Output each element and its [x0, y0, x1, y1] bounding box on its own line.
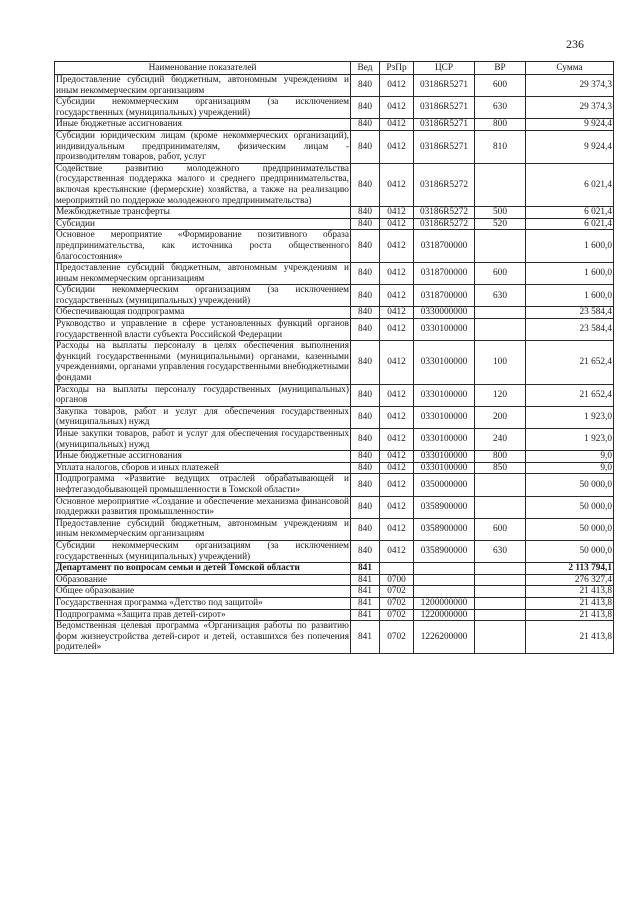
- cell-vr: [475, 597, 526, 609]
- cell-csr: 0330100000: [414, 429, 475, 451]
- cell-sum: 21 413,8: [526, 597, 614, 609]
- cell-csr: 0358900000: [414, 518, 475, 540]
- cell-name: Департамент по вопросам семьи и детей Томской области: [55, 563, 351, 575]
- cell-rzpr: 0412: [380, 230, 414, 263]
- cell-rzpr: 0412: [380, 462, 414, 474]
- cell-rzpr: 0700: [380, 574, 414, 586]
- cell-ved: 840: [351, 451, 380, 463]
- cell-vr: 100: [475, 341, 526, 384]
- cell-vr: [475, 163, 526, 206]
- header-ved: Вед: [351, 62, 380, 75]
- cell-name: Предоставление субсидий бюджетным, автономным учреждениям и иным некоммерческим организациям: [56, 518, 349, 540]
- table-row: [55, 230, 614, 263]
- cell-vr: [475, 621, 526, 654]
- cell-ved: 840: [351, 119, 380, 131]
- cell-sum: 1 600,0: [526, 230, 614, 263]
- cell-name: Расходы на выплаты персоналу в целях обеспечения выполнения функций государственными (муниципальными) органами, казенными учреждениями, органами управления государственными внебюджетными фондами: [56, 341, 349, 384]
- cell-rzpr: 0702: [380, 586, 414, 598]
- cell-ved: 840: [351, 496, 380, 518]
- cell-rzpr: 0412: [380, 451, 414, 463]
- cell-sum: 9 924,4: [526, 119, 614, 131]
- cell-rzpr: 0702: [380, 597, 414, 609]
- cell-ved: 840: [351, 307, 380, 319]
- cell-name: Образование: [55, 574, 351, 586]
- table-row: [55, 574, 614, 586]
- cell-vr: 240: [475, 429, 526, 451]
- cell-csr: 03186R5271: [414, 97, 475, 119]
- cell-ved: 840: [351, 341, 380, 384]
- cell-vr: 120: [475, 384, 526, 406]
- cell-sum: 50 000,0: [526, 474, 614, 496]
- cell-name: Подпрограмма «Защита прав детей-сирот»: [55, 609, 351, 621]
- cell-name: Субсидии: [55, 218, 351, 230]
- cell-name: Иные бюджетные ассигнования: [55, 451, 351, 463]
- cell-rzpr: 0412: [380, 163, 414, 206]
- cell-ved: 840: [351, 218, 380, 230]
- table-row: [55, 384, 614, 406]
- table-row: [55, 130, 614, 163]
- cell-name: Основное мероприятие «Формирование позитивного образа предпринимательства, как источника роста общественного благосостояния»: [56, 230, 349, 262]
- cell-vr: [475, 474, 526, 496]
- cell-sum: 1 923,0: [526, 429, 614, 451]
- table-row: [55, 597, 614, 609]
- table-row: [55, 406, 614, 428]
- table-row: [55, 341, 614, 384]
- table-row: [55, 474, 614, 496]
- cell-ved: 840: [351, 130, 380, 163]
- cell-ved: 840: [351, 518, 380, 540]
- table-row: [55, 218, 614, 230]
- table-row: [55, 319, 614, 341]
- cell-ved: 840: [351, 429, 380, 451]
- cell-vr: [475, 609, 526, 621]
- cell-ved: 841: [351, 621, 380, 654]
- cell-sum: 29 374,3: [526, 97, 614, 119]
- cell-vr: 800: [475, 119, 526, 131]
- table-row: [55, 75, 614, 97]
- cell-vr: 500: [475, 207, 526, 219]
- cell-csr: 1220000000: [414, 609, 475, 621]
- cell-csr: 0318700000: [414, 263, 475, 285]
- cell-csr: 1200000000: [414, 597, 475, 609]
- cell-ved: 840: [351, 319, 380, 341]
- cell-csr: 0330100000: [414, 384, 475, 406]
- cell-vr: 600: [475, 75, 526, 97]
- cell-rzpr: 0412: [380, 341, 414, 384]
- cell-csr: 0330000000: [414, 307, 475, 319]
- cell-csr: 0350000000: [414, 474, 475, 496]
- cell-sum: 9 924,4: [526, 130, 614, 163]
- cell-sum: 23 584,4: [526, 307, 614, 319]
- cell-ved: 840: [351, 263, 380, 285]
- table-row: [55, 609, 614, 621]
- cell-ved: 840: [351, 462, 380, 474]
- cell-csr: 03186R5272: [414, 218, 475, 230]
- cell-name: Предоставление субсидий бюджетным, автономным учреждениям и иным некоммерческим организациям: [56, 263, 349, 284]
- table-row: [55, 263, 614, 285]
- cell-rzpr: 0412: [380, 218, 414, 230]
- cell-rzpr: 0412: [380, 540, 414, 562]
- cell-vr: 600: [475, 518, 526, 540]
- cell-vr: [475, 319, 526, 341]
- cell-name: Предоставление субсидий бюджетным, автономным учреждениям и иным некоммерческим организациям: [56, 75, 349, 96]
- cell-vr: [475, 496, 526, 518]
- cell-vr: 520: [475, 218, 526, 230]
- cell-vr: 600: [475, 263, 526, 285]
- cell-sum: 2 113 794,1: [526, 563, 614, 575]
- cell-vr: [475, 230, 526, 263]
- cell-rzpr: 0412: [380, 263, 414, 285]
- cell-name: Уплата налогов, сборов и иных платежей: [55, 462, 351, 474]
- cell-csr: 0358900000: [414, 540, 475, 562]
- cell-ved: 840: [351, 285, 380, 307]
- cell-vr: 800: [475, 451, 526, 463]
- header-csr: ЦСР: [414, 62, 475, 75]
- cell-vr: [475, 574, 526, 586]
- cell-csr: 1226200000: [414, 621, 475, 654]
- cell-ved: 840: [351, 97, 380, 119]
- header-name: Наименование показателей: [55, 62, 351, 75]
- cell-rzpr: 0412: [380, 319, 414, 341]
- table-row: [55, 540, 614, 562]
- header-sum: Сумма: [526, 62, 614, 75]
- cell-name: Субсидии некоммерческим организациям (за исключением государственных (муниципальных) учреждений): [56, 540, 349, 562]
- cell-csr: 0358900000: [414, 496, 475, 518]
- cell-rzpr: 0412: [380, 130, 414, 163]
- cell-rzpr: 0412: [380, 406, 414, 428]
- cell-ved: 841: [351, 586, 380, 598]
- table-row: [55, 518, 614, 540]
- cell-csr: [414, 586, 475, 598]
- cell-sum: 21 652,4: [526, 341, 614, 384]
- cell-name: Субсидии некоммерческим организациям (за исключением государственных (муниципальных) учреждений): [56, 97, 349, 118]
- cell-name: Субсидии некоммерческим организациям (за исключением государственных (муниципальных) учреждений): [56, 285, 349, 306]
- cell-name: Государственная программа «Детство под защитой»: [55, 597, 351, 609]
- cell-sum: 9,0: [526, 462, 614, 474]
- header-rzpr: РзПр: [380, 62, 414, 75]
- table-row: [55, 451, 614, 463]
- cell-sum: 9,0: [526, 451, 614, 463]
- cell-rzpr: 0412: [380, 97, 414, 119]
- cell-rzpr: [380, 563, 414, 575]
- cell-vr: 630: [475, 285, 526, 307]
- cell-csr: [414, 563, 475, 575]
- cell-name: Подпрограмма «Развитие ведущих отраслей обрабатывающей и нефтегазодобывающей промышленности в Томской области»: [56, 474, 349, 495]
- cell-ved: 840: [351, 230, 380, 263]
- cell-sum: 1 600,0: [526, 263, 614, 285]
- cell-csr: 0330100000: [414, 341, 475, 384]
- cell-ved: 840: [351, 474, 380, 496]
- table-row: [55, 496, 614, 518]
- cell-name: Общее образование: [55, 586, 351, 598]
- budget-table: [54, 61, 614, 654]
- cell-csr: [414, 574, 475, 586]
- cell-sum: 6 021,4: [526, 218, 614, 230]
- cell-sum: 21 413,8: [526, 586, 614, 598]
- cell-ved: 840: [351, 384, 380, 406]
- cell-rzpr: 0412: [380, 474, 414, 496]
- cell-sum: 21 413,8: [526, 621, 614, 654]
- cell-name: Межбюджетные трансферты: [55, 207, 351, 219]
- cell-sum: 29 374,3: [526, 75, 614, 97]
- header-vr: ВР: [475, 62, 526, 75]
- cell-csr: 03186R5272: [414, 207, 475, 219]
- table-row: [55, 97, 614, 119]
- cell-vr: 850: [475, 462, 526, 474]
- cell-csr: 03186R5271: [414, 130, 475, 163]
- cell-ved: 841: [351, 574, 380, 586]
- cell-rzpr: 0412: [380, 207, 414, 219]
- cell-rzpr: 0412: [380, 307, 414, 319]
- cell-sum: 21 413,8: [526, 609, 614, 621]
- table-row: [55, 163, 614, 206]
- table-row: [55, 285, 614, 307]
- table-row: [55, 563, 614, 575]
- cell-sum: 50 000,0: [526, 496, 614, 518]
- cell-name: Обеспечивающая подпрограмма: [55, 307, 351, 319]
- cell-rzpr: 0412: [380, 429, 414, 451]
- cell-vr: [475, 586, 526, 598]
- cell-rzpr: 0412: [380, 75, 414, 97]
- cell-csr: 0318700000: [414, 230, 475, 263]
- cell-name: Расходы на выплаты персоналу государственных (муниципальных) органов: [56, 384, 349, 406]
- cell-csr: 03186R5272: [414, 163, 475, 206]
- cell-ved: 840: [351, 163, 380, 206]
- page-number: 236: [566, 37, 584, 51]
- cell-sum: 6 021,4: [526, 163, 614, 206]
- table-header-row: [55, 62, 614, 75]
- cell-sum: 1 923,0: [526, 406, 614, 428]
- cell-csr: 0330100000: [414, 462, 475, 474]
- table-row: [55, 119, 614, 131]
- cell-ved: 841: [351, 563, 380, 575]
- cell-ved: 840: [351, 540, 380, 562]
- cell-rzpr: 0412: [380, 496, 414, 518]
- table-row: [55, 307, 614, 319]
- cell-ved: 840: [351, 406, 380, 428]
- cell-name: Иные закупки товаров, работ и услуг для обеспечения государственных (муниципальных) нужд: [56, 429, 349, 450]
- cell-csr: 0330100000: [414, 451, 475, 463]
- cell-rzpr: 0702: [380, 621, 414, 654]
- cell-name: Содействие развитию молодежного предпринимательства (государственная поддержка малого и среднего предпринимательства, включая крестьянские (фермерские) хозяйства, а также на реализацию мероприятий по поддержке молодежного предпринимательства): [56, 163, 349, 206]
- cell-sum: 6 021,4: [526, 207, 614, 219]
- cell-name: Основное мероприятие «Создание и обеспечение механизма финансовой поддержки развития промышленности»: [56, 496, 349, 518]
- cell-ved: 841: [351, 597, 380, 609]
- cell-sum: 276 327,4: [526, 574, 614, 586]
- cell-sum: 23 584,4: [526, 319, 614, 341]
- cell-rzpr: 0412: [380, 384, 414, 406]
- cell-name: Ведомственная целевая программа «Организация работы по развитию форм жизнеустройства детей-сирот и детей, оставшихся без попечения родителей»: [56, 621, 349, 653]
- cell-rzpr: 0702: [380, 609, 414, 621]
- table-row: [55, 586, 614, 598]
- cell-vr: 200: [475, 406, 526, 428]
- cell-rzpr: 0412: [380, 518, 414, 540]
- table-row: [55, 207, 614, 219]
- cell-ved: 841: [351, 609, 380, 621]
- cell-csr: 0330100000: [414, 319, 475, 341]
- cell-vr: 630: [475, 540, 526, 562]
- cell-name: Субсидии юридическим лицам (кроме некоммерческих организаций), индивидуальным предпринимателям, физическим лицам - производителям товаров, работ, услуг: [56, 130, 349, 163]
- table-row: [55, 462, 614, 474]
- cell-sum: 21 652,4: [526, 384, 614, 406]
- cell-csr: 03186R5271: [414, 75, 475, 97]
- cell-csr: 0330100000: [414, 406, 475, 428]
- cell-vr: 630: [475, 97, 526, 119]
- table-row: [55, 429, 614, 451]
- cell-rzpr: 0412: [380, 119, 414, 131]
- cell-rzpr: 0412: [380, 285, 414, 307]
- cell-vr: [475, 563, 526, 575]
- cell-vr: 810: [475, 130, 526, 163]
- cell-sum: 50 000,0: [526, 518, 614, 540]
- cell-csr: 0318700000: [414, 285, 475, 307]
- cell-name: Иные бюджетные ассигнования: [55, 119, 351, 131]
- cell-sum: 50 000,0: [526, 540, 614, 562]
- cell-csr: 03186R5271: [414, 119, 475, 131]
- cell-name: Закупка товаров, работ и услуг для обеспечения государственных (муниципальных) нужд: [56, 406, 349, 428]
- cell-ved: 840: [351, 75, 380, 97]
- cell-sum: 1 600,0: [526, 285, 614, 307]
- cell-name: Руководство и управление в сфере установленных функций органов государственной власти субъекта Российской Федерации: [56, 319, 349, 340]
- cell-ved: 840: [351, 207, 380, 219]
- cell-vr: [475, 307, 526, 319]
- table-row: [55, 621, 614, 654]
